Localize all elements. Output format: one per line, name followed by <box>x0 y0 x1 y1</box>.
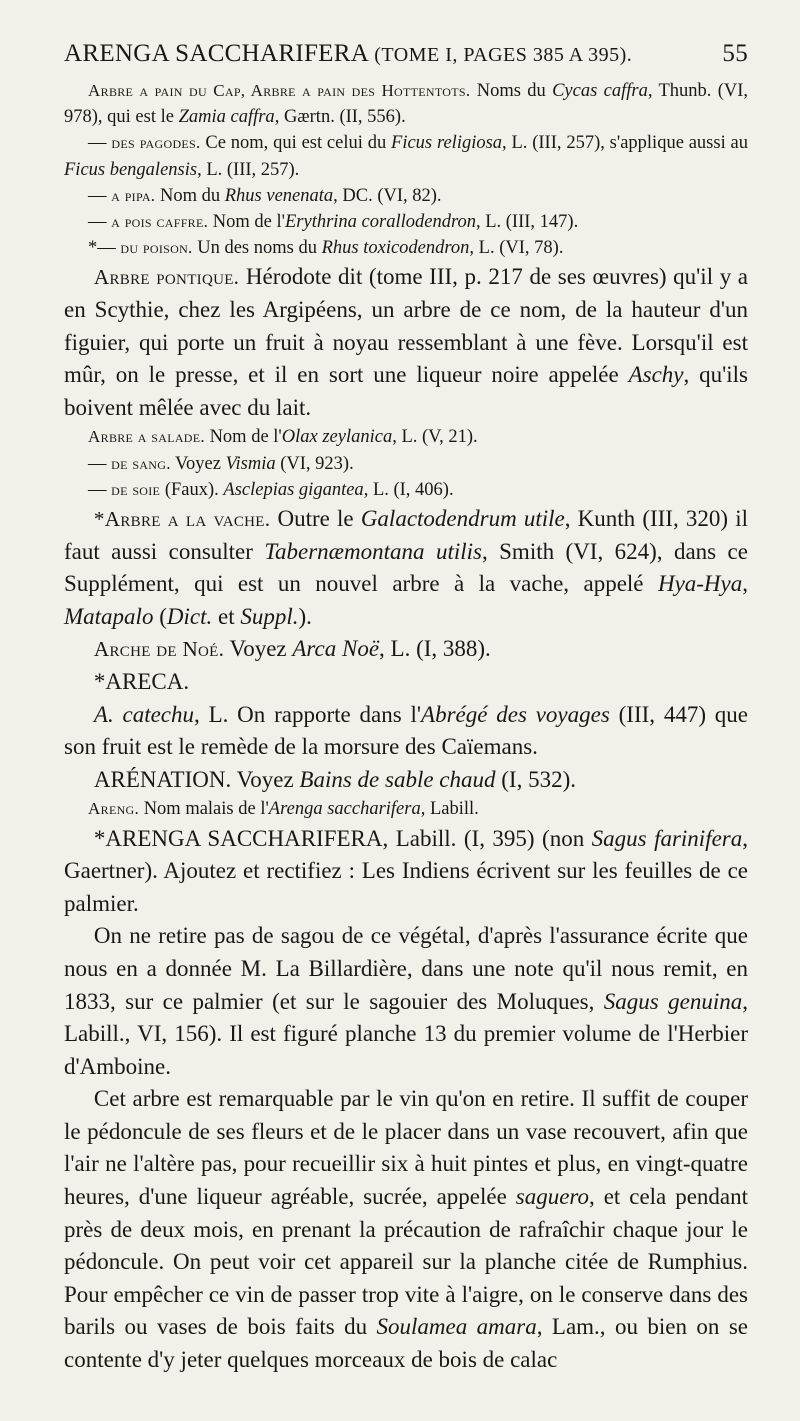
entry-text: Hérodote dit (tome III, p. 217 de ses œuvres) qu'il y a en Scythie, chez les Argipéens, un arbre de ce nom, de la hauteur d'un figuier, qui porte un fruit à noyau ressemblant à une fève. Lorsqu'il est mûr, on le presse, et il en sort une liqueur noire appelée <box>64 264 748 388</box>
entry-arche-de-noe <box>64 633 748 666</box>
entry-headword: Arbre a salade. <box>88 427 205 447</box>
entry-headword: des pagodes. <box>111 133 201 153</box>
entry-a-pipa <box>64 183 748 209</box>
entry-text: (III, 447) que son fruit est le remède de la morsure des Caïemans. <box>64 701 748 760</box>
italic-term: Dict. <box>166 603 213 629</box>
entry-text: — <box>88 212 112 233</box>
entry-text: , <box>742 571 748 597</box>
page-number: 55 <box>722 40 748 67</box>
entry-text: , L. (III, 257), s'applique aussi au <box>502 133 748 154</box>
entry-text: *— <box>88 238 121 259</box>
entry-text: (I, 532). <box>495 766 576 792</box>
italic-term: saguero <box>515 1184 590 1210</box>
header-subtitle: (TOME I, PAGES 385 A 395). <box>374 44 633 66</box>
entry-text: , L. (VI, 78). <box>469 238 564 259</box>
page-body <box>64 78 748 1377</box>
entry-text: Cet arbre est remarquable par le vin qu'on en retire. Il suffit de couper le pédoncule de ses fleurs et de le placer dans un vase recouvert, afin que l'air ne l'altère pas, pour recueillir six à huit pintes et plus, en vingt-quatre heures, d'une liqueur agréable, sucrée, appelée <box>64 1086 748 1210</box>
entry-text: *ARECA. <box>93 668 190 694</box>
italic-term: Matapalo <box>64 603 154 629</box>
entry-arbre-a-salade <box>64 424 748 450</box>
entry-text: Ce nom, qui est celui du <box>200 133 392 154</box>
italic-term: Suppl. <box>240 603 299 629</box>
entry-de-sang <box>64 451 748 477</box>
header-title: ARENGA SACCHARIFERA <box>64 40 368 67</box>
italic-term: Soulamea amara <box>376 1314 537 1340</box>
running-title <box>64 40 632 68</box>
entry-text: , L. (V, 21). <box>392 427 478 448</box>
entry-text: , Smith (VI, 624), dans ce Supplément, qui est un nouvel arbre à la vache, appelé <box>64 538 748 597</box>
italic-term: Zamia caffra <box>178 107 275 128</box>
entry-text: , et cela pendant près de deux mois, en prenant la précaution de rafraîchir chaque jour le pédoncule. On peut voir cet appareil sur la planche citée de Rumphius. Pour empêcher ce vin de passer trop vite à l'aigre, on le conserve dans des barils ou vases de bois faits du <box>64 1184 748 1340</box>
entry-text: Nom du <box>155 185 225 206</box>
entry-text: , Lam., ou bien on se contente d'y jeter quelques morceaux de bois de calac <box>64 1314 748 1373</box>
italic-term: Tabernæmontana utilis <box>264 538 482 564</box>
entry-text: , Thunb. (VI, 978), qui est le <box>64 81 749 128</box>
entry-text: Nom malais de l' <box>139 799 269 820</box>
entry-headword: a pois caffre. <box>111 212 209 232</box>
entry-text: Outre le <box>270 506 361 531</box>
entry-text: — <box>88 479 112 500</box>
entry-a-catechu <box>64 699 748 764</box>
italic-term: Asclepias gigantea <box>223 479 364 500</box>
entry-headword: Arche de Noé. <box>93 637 225 662</box>
entry-headword: a pipa. <box>111 185 156 205</box>
italic-term: Cycas caffra <box>552 81 648 101</box>
italic-term: Aschy <box>628 362 684 388</box>
italic-term: Rhus toxicodendron <box>321 238 470 259</box>
entry-text: , Gaertner). Ajoutez et rectifiez : Les Indiens écrivent sur les feuilles de ce palmier. <box>64 825 748 916</box>
italic-term: Rhus venenata <box>224 185 334 206</box>
italic-term: Arenga saccharifera <box>268 799 421 820</box>
entry-text: , L. (III, 257). <box>197 159 300 180</box>
running-header <box>64 40 748 68</box>
entry-arbre-a-pain-du-cap <box>64 78 748 130</box>
italic-term: Sagus farinifera <box>591 825 743 851</box>
entry-text: Un des noms du <box>192 238 322 259</box>
entry-arenga-saccharifera <box>64 823 748 921</box>
italic-term: Erythrina corallodendron <box>284 212 476 233</box>
entry-text: , Labill. <box>420 799 479 820</box>
entry-text: Voyez <box>231 766 300 792</box>
italic-term: Olax zeylanica <box>281 427 393 448</box>
entry-text: , qu'ils boivent mêlée avec du lait. <box>64 362 748 420</box>
entry-areca <box>64 666 748 699</box>
entry-text: ( <box>153 603 167 629</box>
italic-term: Bains de sable chaud <box>299 766 496 792</box>
entry-vin <box>64 1083 748 1376</box>
entry-text: Voyez <box>224 636 293 662</box>
entry-text: — <box>88 453 112 474</box>
italic-term: Hya-Hya <box>657 571 743 597</box>
entry-text: , L. (I, 406). <box>363 479 454 500</box>
entry-arenation <box>64 764 748 797</box>
entry-du-poison <box>64 235 748 261</box>
entry-headword: Arbre pontique. <box>93 265 240 290</box>
entry-text: , L. (III, 147). <box>475 212 579 233</box>
entry-text: Nom de l' <box>208 212 285 233</box>
entry-text: (VI, 923). <box>275 453 354 474</box>
entry-text: , L. On rapporte dans l' <box>194 701 422 727</box>
entry-text: Noms du <box>470 81 553 101</box>
entry-des-pagodes <box>64 130 748 182</box>
italic-term: Vismia <box>225 453 276 474</box>
italic-term: Sagus genuina <box>603 988 743 1014</box>
entry-text: — <box>88 133 112 154</box>
italic-term: A. catechu <box>93 701 195 727</box>
entry-text: (Faux). <box>160 479 224 500</box>
entry-arbre-pontique <box>64 261 748 424</box>
entry-text: , L. (I, 388). <box>379 636 491 662</box>
entry-headword: de soie <box>111 479 161 499</box>
entry-text: *ARENGA SACCHARIFERA <box>93 825 383 851</box>
entry-text: , Labill., VI, 156). Il est figuré planche 13 du premier volume de l'Herbier d'Amboine. <box>64 988 748 1079</box>
entry-text: , Gærtn. (II, 556). <box>274 107 406 128</box>
italic-term: Galactodendrum utile <box>360 506 565 531</box>
entry-arbre-a-la-vache <box>64 503 748 633</box>
italic-term: Ficus bengalensis <box>64 159 198 180</box>
entry-text: et <box>212 603 241 629</box>
entry-text: Voyez <box>170 453 226 474</box>
entry-text: ARÉNATION. <box>93 766 232 792</box>
entry-text: , Kunth (III, 320) il faut aussi consulter <box>64 506 749 564</box>
entry-headword: de sang. <box>111 453 171 473</box>
italic-term: Arca Noë <box>292 636 380 662</box>
italic-term: Ficus religiosa <box>391 133 503 154</box>
entry-a-pois-caffre <box>64 209 748 235</box>
entry-headword: Areng. <box>88 799 140 819</box>
entry-areng <box>64 796 748 822</box>
entry-sagou <box>64 920 748 1083</box>
entry-text: , DC. (VI, 82). <box>333 185 442 206</box>
entry-headword: *Arbre a la vache. <box>93 507 271 531</box>
entry-text: Nom de l' <box>204 427 282 448</box>
italic-term: Abrégé des voyages <box>421 701 610 727</box>
entry-headword: Arbre a pain du Cap, Arbre a pain des Hottentots. <box>88 81 471 100</box>
entry-text: ). <box>298 603 312 629</box>
entry-text: — <box>88 185 112 206</box>
entry-headword: du poison. <box>120 238 193 258</box>
entry-text: , Labill. (I, 395) (non <box>382 825 592 851</box>
entry-de-soie <box>64 477 748 503</box>
entry-text: On ne retire pas de sagou de ce végétal, d'après l'assurance écrite que nous en a donnée M. La Billardière, dans une note qu'il nous remit, en 1833, sur ce palmier (et sur le sagouier des Moluques, <box>64 923 748 1014</box>
